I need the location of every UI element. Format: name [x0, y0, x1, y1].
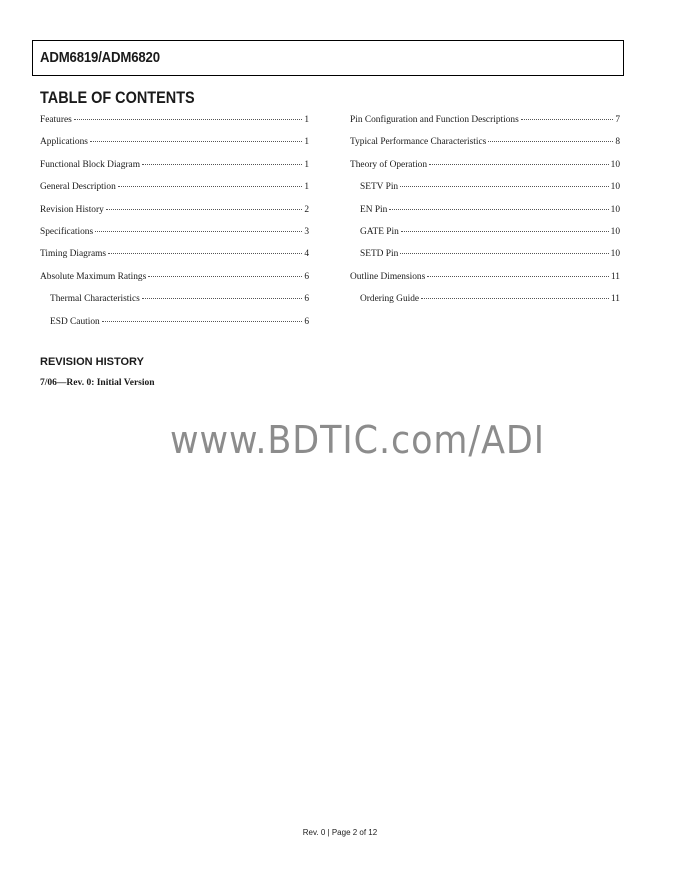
toc-entry-page-number: 1 — [304, 137, 309, 148]
toc-entry[interactable] — [350, 292, 620, 314]
toc-entry[interactable] — [350, 180, 620, 202]
toc-entry-page-number: 1 — [304, 115, 309, 125]
toc-entry-page-number: 6 — [304, 316, 309, 327]
toc-entry[interactable] — [40, 113, 309, 135]
watermark-text: www.BDTIC.com/ADI — [170, 418, 546, 462]
toc-entry-page-number: 6 — [304, 294, 309, 305]
product-title: ADM6819/ADM6820 — [40, 49, 160, 66]
toc-dot-leader — [74, 119, 303, 120]
toc-entry[interactable] — [40, 247, 309, 269]
toc-entry[interactable] — [350, 158, 620, 180]
toc-dot-leader — [102, 321, 303, 322]
toc-entry-page-number: 11 — [610, 271, 620, 282]
toc-dot-leader — [427, 276, 609, 277]
toc-entry-page-number: 10 — [610, 226, 620, 237]
toc-entry[interactable] — [40, 270, 309, 292]
toc-entry[interactable] — [40, 315, 309, 337]
toc-entry-label: SETD Pin — [360, 249, 399, 260]
toc-entry-page-number: 10 — [610, 204, 620, 215]
toc-dot-leader — [488, 141, 613, 142]
toc-entry-page-number: 1 — [304, 182, 309, 193]
toc-entry[interactable] — [350, 225, 620, 247]
toc-dot-leader — [142, 298, 303, 299]
toc-entry-page-number: 4 — [304, 249, 309, 260]
toc-dot-leader — [389, 209, 608, 210]
toc-entry-label: Revision History — [40, 204, 104, 215]
toc-entry-label: Specifications — [40, 226, 94, 237]
toc-entry[interactable] — [40, 135, 309, 157]
toc-entry-page-number: 10 — [610, 249, 620, 260]
toc-dot-leader — [421, 298, 609, 299]
toc-entry-label: Features — [40, 115, 72, 125]
toc-entry-page-number: 2 — [304, 204, 309, 215]
toc-entry-label: Thermal Characteristics — [50, 294, 140, 305]
toc-entry[interactable] — [350, 203, 620, 225]
toc-entry[interactable] — [350, 135, 620, 157]
toc-entry-label: Ordering Guide — [360, 294, 420, 305]
toc-dot-leader — [400, 253, 608, 254]
toc-entry-label: SETV Pin — [360, 182, 399, 193]
toc-dot-leader — [148, 276, 302, 277]
toc-entry-label: ESD Caution — [50, 316, 100, 327]
toc-entry[interactable] — [40, 225, 309, 247]
toc-entry-label: Outline Dimensions — [350, 271, 426, 282]
toc-entry[interactable] — [350, 113, 620, 135]
toc-dot-leader — [521, 119, 614, 120]
toc-dot-leader — [90, 141, 302, 142]
toc-dot-leader — [108, 253, 302, 254]
page-footer: Rev. 0 | Page 2 of 12 — [302, 828, 378, 837]
toc-entry-label: Functional Block Diagram — [40, 159, 140, 170]
toc-right-column — [350, 113, 620, 315]
toc-entry-page-number: 6 — [304, 271, 309, 282]
toc-dot-leader — [106, 209, 303, 210]
revision-entry: 7/06—Rev. 0: Initial Version — [40, 378, 155, 388]
toc-dot-leader — [429, 164, 609, 165]
toc-dot-leader — [95, 231, 302, 232]
toc-entry[interactable] — [40, 203, 309, 225]
toc-entry-label: Theory of Operation — [350, 159, 428, 170]
toc-dot-leader — [401, 231, 609, 232]
revision-history-heading: REVISION HISTORY — [40, 356, 144, 368]
toc-entry[interactable] — [350, 247, 620, 269]
toc-entry-label: Timing Diagrams — [40, 249, 107, 260]
toc-entry-label: GATE Pin — [360, 226, 399, 237]
page-header — [32, 40, 624, 76]
toc-entry-page-number: 7 — [615, 115, 620, 125]
toc-dot-leader — [118, 186, 303, 187]
toc-entry-page-number: 3 — [304, 226, 309, 237]
toc-entry-label: Absolute Maximum Ratings — [40, 271, 147, 282]
toc-entry-label: EN Pin — [360, 204, 388, 215]
toc-entry[interactable] — [40, 292, 309, 314]
toc-entry-label: Applications — [40, 137, 88, 148]
toc-dot-leader — [400, 186, 609, 187]
toc-entry-label: Typical Performance Characteristics — [350, 137, 487, 148]
toc-entry[interactable] — [350, 270, 620, 292]
toc-title: TABLE OF CONTENTS — [40, 88, 195, 107]
toc-entry-label: Pin Configuration and Function Descriptions — [350, 115, 519, 125]
toc-entry[interactable] — [40, 158, 309, 180]
toc-entry-page-number: 1 — [304, 159, 309, 170]
toc-dot-leader — [142, 164, 302, 165]
toc-entry-label: General Description — [40, 182, 116, 193]
toc-entry-page-number: 8 — [615, 137, 620, 148]
toc-left-column — [40, 113, 309, 337]
toc-entry-page-number: 11 — [610, 294, 620, 305]
toc-entry[interactable] — [40, 180, 309, 202]
toc-entry-page-number: 10 — [610, 159, 620, 170]
toc-entry-page-number: 10 — [610, 182, 620, 193]
